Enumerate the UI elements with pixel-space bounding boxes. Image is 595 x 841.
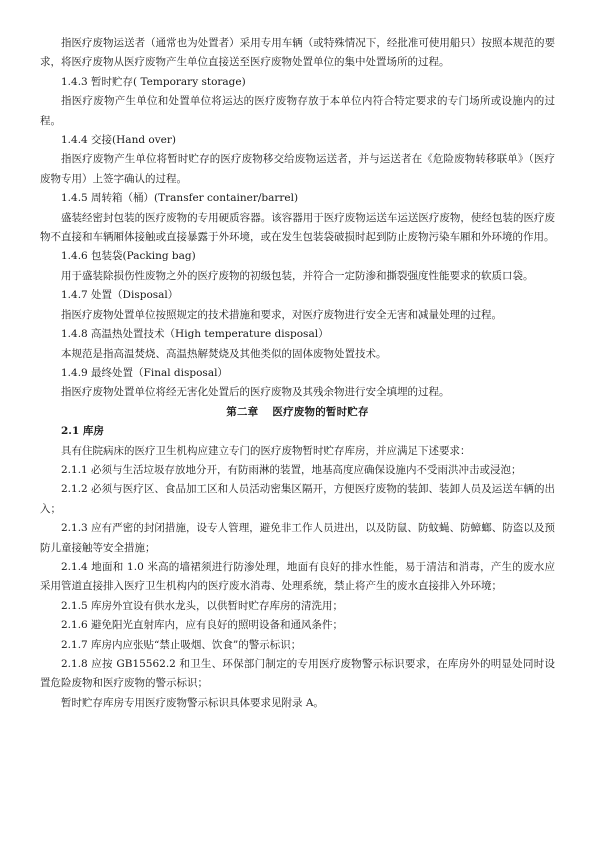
term-heading-high-temperature-disposal: 1.4.8 高温热处置技术（High temperature disposal） [61, 328, 329, 341]
clause-2-1-5: 2.1.5 库房外宜设有供水龙头，以供暂时贮存库房的清洗用； [61, 599, 344, 612]
paragraph-transfer-container: 盛装经密封包装的医疗废物的专用硬质容器。该容器用于医疗废物运送车运送医疗废物，使经包装的医疗废物不直接和车辆厢体接触或直接暴露于外环境，或在发生包装袋破损时起到防止废物污染车厢和外环境的作用。 [40, 211, 555, 244]
term-heading-temporary-storage: 1.4.3 暂时贮存( Temporary storage) [61, 75, 246, 88]
clause-2-1-2: 2.1.2 必须与医疗区、食品加工区和人员活动密集区隔开，方便医疗废物的装卸、装卸人员及运送车辆的出入； [40, 483, 555, 515]
paragraph-packing-bag: 用于盛装除损伤性废物之外的医疗废物的初级包装，并符合一定防渗和撕裂强度性能要求的软质口袋。 [61, 269, 534, 282]
term-heading-packing-bag: 1.4.6 包装袋(Packing bag) [61, 250, 196, 263]
paragraph-storeroom-intro: 具有住院病床的医疗卫生机构应建立专门的医疗废物暂时贮存库房，并应满足下述要求： [61, 444, 471, 457]
chapter-number: 第二章 [226, 405, 259, 418]
paragraph-hand-over: 指医疗废物产生单位将暂时贮存的医疗废物移交给废物运送者，并与运送者在《危险废物转移联单》（医疗废物专用）上签字确认的过程。 [40, 153, 555, 185]
paragraph-high-temperature-disposal: 本规范是指高温焚烧、高温热解焚烧及其他类似的固体废物处置技术。 [61, 347, 387, 360]
clause-2-1-6: 2.1.6 避免阳光直射库内，应有良好的照明设备和通风条件； [61, 619, 344, 632]
term-heading-hand-over: 1.4.4 交接(Hand over) [61, 134, 176, 147]
chapter-title: 医疗废物的暂时贮存 [272, 405, 369, 418]
paragraph-appendix-reference: 暂时贮存库房专用医疗废物警示标识具体要求见附录 A。 [61, 696, 324, 709]
clause-2-1-7: 2.1.7 库房内应张贴“禁止吸烟、饮食”的警示标识； [61, 638, 302, 651]
clause-2-1-8: 2.1.8 应按 GB15562.2 和卫生、环保部门制定的专用医疗废物警示标识要求，在库房外的明显处同时设置危险废物和医疗废物的警示标识； [40, 658, 555, 690]
chapter-heading [40, 403, 555, 422]
clause-2-1-4: 2.1.4 地面和 1.0 米高的墙裙须进行防渗处理，地面有良好的排水性能，易于清洁和消毒，产生的废水应采用管道直接排入医疗卫生机构内的医疗废水消毒、处理系统，禁止将产生的废水直接排入外环境； [40, 560, 555, 593]
clause-2-1-1: 2.1.1 必须与生活垃圾存放地分开，有防雨淋的装置，地基高度应确保设施内不受雨洪冲击或浸泡； [61, 463, 522, 476]
paragraph-final-disposal: 指医疗废物处置单位将经无害化处置后的医疗废物及其残余物进行安全填埋的过程。 [61, 386, 450, 399]
paragraph-transport-definition: 指医疗废物运送者（通常也为处置者）采用专用车辆（或特殊情况下，经批准可使用船只）按照本规范的要求，将医疗废物从医疗废物产生单位直接送至医疗废物处置单位的集中处置场所的过程。 [40, 37, 555, 69]
section-heading-storeroom: 2.1 库房 [61, 425, 104, 438]
paragraph-disposal: 指医疗废物处置单位按照规定的技术措施和要求，对医疗废物进行安全无害和减量处理的过程。 [61, 308, 502, 321]
paragraph-temporary-storage: 指医疗废物产生单位和处置单位将运达的医疗废物存放于本单位内符合特定要求的专门场所或设施内的过程。 [40, 95, 555, 127]
term-heading-transfer-container: 1.4.5 周转箱（桶）(Transfer container/barrel) [61, 192, 299, 205]
clause-2-1-3: 2.1.3 应有严密的封闭措施，设专人管理，避免非工作人员进出，以及防鼠、防蚊蝇、防蟑螂、防盗以及预防儿童接触等安全措施； [40, 522, 555, 554]
term-heading-disposal: 1.4.7 处置（Disposal） [61, 289, 179, 302]
term-heading-final-disposal: 1.4.9 最终处置（Final disposal） [61, 366, 228, 379]
